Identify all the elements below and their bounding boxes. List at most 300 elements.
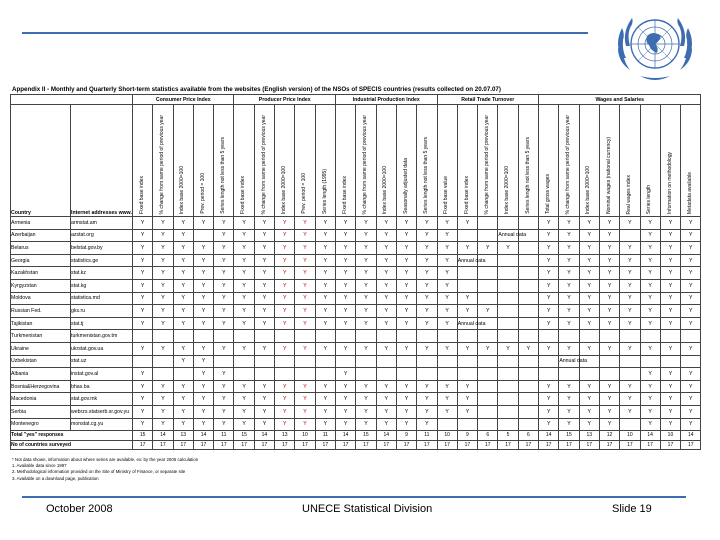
mark-cell <box>498 405 518 418</box>
mark-cell: Y <box>660 292 680 305</box>
mark-cell <box>315 368 335 381</box>
mark-cell: Y <box>275 317 295 330</box>
mark-cell: Y <box>356 393 376 406</box>
mark-cell: Y <box>376 292 396 305</box>
mark-cell: Y <box>559 380 579 393</box>
mark-cell: Y <box>275 267 295 280</box>
mark-cell: Y <box>376 242 396 255</box>
indicator-header <box>640 105 660 217</box>
mark-cell <box>681 330 701 343</box>
summary-value: 17 <box>457 440 477 450</box>
mark-cell: Y <box>214 380 234 393</box>
indicator-header-label: Total gross wages <box>544 173 551 214</box>
mark-cell: Y <box>214 317 234 330</box>
mark-cell: Y <box>234 305 254 318</box>
indicator-header-label: Fixed base index <box>341 176 348 214</box>
mark-cell: Y <box>620 380 640 393</box>
mark-cell <box>579 368 599 381</box>
indicator-header <box>193 105 213 217</box>
mark-cell: Y <box>559 217 579 230</box>
mark-cell <box>518 267 538 280</box>
url-column-header: Internet addresses www. <box>71 105 133 217</box>
mark-cell: Y <box>295 292 315 305</box>
mark-cell: Y <box>559 418 579 431</box>
mark-cell: Y <box>396 393 416 406</box>
indicator-header <box>295 105 315 217</box>
mark-cell <box>356 368 376 381</box>
mark-cell: Y <box>315 405 335 418</box>
table-row <box>11 317 701 330</box>
mark-cell: Y <box>457 380 477 393</box>
mark-cell: Y <box>275 229 295 242</box>
mark-cell: Y <box>437 342 457 355</box>
mark-cell: Y <box>437 305 457 318</box>
mark-cell <box>478 217 498 230</box>
indicator-header <box>254 105 274 217</box>
mark-cell: Y <box>437 380 457 393</box>
mark-cell: Y <box>640 254 660 267</box>
mark-cell: Y <box>457 292 477 305</box>
url-cell: stat.gov.mk <box>71 393 133 406</box>
table-row <box>11 368 701 381</box>
mark-cell: Y <box>254 242 274 255</box>
mark-cell: Y <box>295 267 315 280</box>
mark-cell: Y <box>335 405 355 418</box>
mark-cell: Y <box>681 305 701 318</box>
indicator-header <box>539 105 559 217</box>
indicator-header-label: Prev. period = 100 <box>199 173 206 214</box>
indicator-header <box>660 105 680 217</box>
mark-cell: Y <box>193 368 213 381</box>
mark-cell: Y <box>234 217 254 230</box>
mark-cell: Annual data <box>498 229 518 242</box>
mark-cell: Y <box>681 317 701 330</box>
mark-cell: Y <box>620 217 640 230</box>
mark-cell <box>498 418 518 431</box>
mark-cell <box>478 393 498 406</box>
mark-cell: Y <box>275 292 295 305</box>
mark-cell: Y <box>437 217 457 230</box>
mark-cell <box>620 418 640 431</box>
mark-cell: Y <box>254 380 274 393</box>
summary-value: 14 <box>193 431 213 441</box>
mark-cell: Y <box>539 393 559 406</box>
mark-cell: Y <box>376 305 396 318</box>
mark-cell <box>275 355 295 368</box>
summary-value: 11 <box>315 431 335 441</box>
mark-cell <box>518 317 538 330</box>
mark-cell: Y <box>681 279 701 292</box>
mark-cell: Y <box>275 305 295 318</box>
mark-cell: Y <box>254 418 274 431</box>
mark-cell: Y <box>173 342 193 355</box>
mark-cell: Y <box>599 267 619 280</box>
mark-cell: Y <box>173 267 193 280</box>
summary-value: 17 <box>660 440 680 450</box>
mark-cell <box>133 355 153 368</box>
mark-cell: Y <box>335 342 355 355</box>
mark-cell: Annual data <box>457 317 477 330</box>
summary-value: 14 <box>640 431 660 441</box>
mark-cell: Y <box>254 267 274 280</box>
mark-cell: Y <box>335 242 355 255</box>
mark-cell: Y <box>214 305 234 318</box>
note-line: 3. Available on a download page, publication <box>12 475 99 481</box>
country-cell: Serbia <box>11 405 71 418</box>
mark-cell <box>579 330 599 343</box>
mark-cell: Y <box>315 305 335 318</box>
mark-cell: Y <box>214 342 234 355</box>
group-header-retail-trade-turnover: Retail Trade Turnover <box>437 95 539 105</box>
mark-cell: Y <box>640 418 660 431</box>
mark-cell: Y <box>417 393 437 406</box>
mark-cell: Y <box>335 292 355 305</box>
mark-cell: Y <box>660 242 680 255</box>
mark-cell <box>478 380 498 393</box>
mark-cell: Y <box>234 393 254 406</box>
indicator-header-label: Index base 2000=100 <box>179 165 186 214</box>
mark-cell: Y <box>640 217 660 230</box>
mark-cell: Y <box>417 267 437 280</box>
mark-cell: Y <box>153 317 173 330</box>
table-row <box>11 292 701 305</box>
mark-cell: Y <box>396 217 416 230</box>
mark-cell: Y <box>275 217 295 230</box>
mark-cell: Y <box>356 279 376 292</box>
mark-cell: Y <box>295 254 315 267</box>
url-cell: statistica.md <box>71 292 133 305</box>
mark-cell: Y <box>315 292 335 305</box>
mark-cell <box>599 368 619 381</box>
mark-cell <box>457 267 477 280</box>
mark-cell: Y <box>539 317 559 330</box>
mark-cell <box>153 355 173 368</box>
mark-cell: Y <box>214 393 234 406</box>
mark-cell: Y <box>193 217 213 230</box>
mark-cell: Y <box>539 279 559 292</box>
mark-cell: Y <box>315 279 335 292</box>
mark-cell: Y <box>254 292 274 305</box>
mark-cell <box>518 254 538 267</box>
mark-cell <box>153 368 173 381</box>
mark-cell: Y <box>599 229 619 242</box>
mark-cell: Y <box>193 242 213 255</box>
summary-value: 10 <box>660 431 680 441</box>
mark-cell: Y <box>376 279 396 292</box>
mark-cell: Y <box>153 380 173 393</box>
mark-cell: Y <box>396 254 416 267</box>
country-cell: Ukraine <box>11 342 71 355</box>
summary-value: 17 <box>518 440 538 450</box>
mark-cell <box>518 393 538 406</box>
mark-cell: Y <box>539 242 559 255</box>
mark-cell: Y <box>173 355 193 368</box>
mark-cell <box>539 368 559 381</box>
mark-cell <box>620 355 640 368</box>
mark-cell: Y <box>599 217 619 230</box>
mark-cell: Y <box>539 229 559 242</box>
mark-cell: Y <box>315 267 335 280</box>
mark-cell: Y <box>478 342 498 355</box>
mark-cell: Y <box>376 217 396 230</box>
mark-cell: Y <box>599 418 619 431</box>
mark-cell: Y <box>396 267 416 280</box>
mark-cell: Y <box>193 342 213 355</box>
mark-cell: Y <box>295 317 315 330</box>
mark-cell: Y <box>275 418 295 431</box>
mark-cell: Y <box>133 242 153 255</box>
mark-cell: Y <box>153 217 173 230</box>
mark-cell <box>620 229 640 242</box>
mark-cell: Y <box>295 380 315 393</box>
mark-cell: Y <box>254 317 274 330</box>
mark-cell: Y <box>599 317 619 330</box>
mark-cell: Y <box>457 393 477 406</box>
mark-cell: Y <box>356 305 376 318</box>
mark-cell: Y <box>539 292 559 305</box>
mark-cell <box>457 368 477 381</box>
mark-cell: Y <box>133 342 153 355</box>
mark-cell <box>518 405 538 418</box>
mark-cell <box>478 267 498 280</box>
mark-cell: Y <box>539 267 559 280</box>
indicator-header <box>376 105 396 217</box>
mark-cell <box>457 330 477 343</box>
indicator-header <box>478 105 498 217</box>
indicator-header <box>437 105 457 217</box>
mark-cell: Y <box>335 217 355 230</box>
mark-cell: Y <box>193 405 213 418</box>
mark-cell <box>315 355 335 368</box>
indicator-header <box>498 105 518 217</box>
mark-cell <box>437 355 457 368</box>
mark-cell: Y <box>335 418 355 431</box>
indicator-header-label: Index base 2000=100 <box>280 165 287 214</box>
summary-row <box>11 440 701 450</box>
mark-cell: Y <box>396 305 416 318</box>
mark-cell: Y <box>681 342 701 355</box>
mark-cell: Y <box>579 342 599 355</box>
mark-cell: Y <box>498 242 518 255</box>
table-notes <box>12 457 198 482</box>
mark-cell <box>457 355 477 368</box>
mark-cell: Y <box>335 380 355 393</box>
mark-cell: Y <box>579 317 599 330</box>
indicator-header <box>335 105 355 217</box>
mark-cell <box>518 418 538 431</box>
mark-cell: Y <box>396 405 416 418</box>
mark-cell: Y <box>133 267 153 280</box>
mark-cell: Y <box>173 380 193 393</box>
country-cell: Azerbaijan <box>11 229 71 242</box>
mark-cell: Y <box>315 254 335 267</box>
summary-value: 17 <box>437 440 457 450</box>
mark-cell <box>559 368 579 381</box>
summary-value: 5 <box>498 431 518 441</box>
mark-cell: Y <box>417 405 437 418</box>
mark-cell: Y <box>173 217 193 230</box>
mark-cell <box>254 355 274 368</box>
mark-cell: Y <box>437 279 457 292</box>
summary-value: 14 <box>539 431 559 441</box>
mark-cell: Y <box>173 405 193 418</box>
mark-cell: Y <box>579 380 599 393</box>
indicator-header-label: Series length not less than 5 years <box>220 137 227 214</box>
mark-cell <box>457 279 477 292</box>
mark-cell: Y <box>153 242 173 255</box>
mark-cell <box>518 368 538 381</box>
summary-value: 12 <box>599 431 619 441</box>
mark-cell: Y <box>539 217 559 230</box>
summary-value: 6 <box>518 431 538 441</box>
group-header-producer-price-index: Producer Price Index <box>234 95 336 105</box>
summary-value: 13 <box>579 431 599 441</box>
summary-value: 17 <box>417 440 437 450</box>
mark-cell: Y <box>660 317 680 330</box>
mark-cell: Y <box>417 305 437 318</box>
indicator-header <box>559 105 579 217</box>
mark-cell: Y <box>681 254 701 267</box>
mark-cell: Y <box>356 242 376 255</box>
mark-cell: Y <box>396 418 416 431</box>
header-rule <box>22 32 588 34</box>
mark-cell: Y <box>579 418 599 431</box>
mark-cell: Y <box>417 229 437 242</box>
mark-cell <box>356 355 376 368</box>
mark-cell <box>518 330 538 343</box>
mark-cell: Y <box>579 254 599 267</box>
mark-cell: Y <box>660 368 680 381</box>
mark-cell: Y <box>254 279 274 292</box>
mark-cell: Y <box>599 393 619 406</box>
mark-cell <box>417 355 437 368</box>
mark-cell: Y <box>173 305 193 318</box>
mark-cell <box>437 418 457 431</box>
mark-cell: Y <box>539 418 559 431</box>
table-row <box>11 405 701 418</box>
mark-cell: Y <box>660 393 680 406</box>
group-header-industrial-production-index: Industrial Production Index <box>335 95 437 105</box>
table-row <box>11 355 701 368</box>
mark-cell <box>234 330 254 343</box>
mark-cell: Y <box>620 279 640 292</box>
summary-value: 17 <box>173 440 193 450</box>
mark-cell: Y <box>153 267 173 280</box>
summary-value: 17 <box>193 440 213 450</box>
indicator-header-label: Index base 2000=100 <box>382 165 389 214</box>
mark-cell: Y <box>335 229 355 242</box>
country-column-header: Country <box>11 105 71 217</box>
summary-value: 14 <box>153 431 173 441</box>
mark-cell: Y <box>214 368 234 381</box>
summary-value: 15 <box>559 431 579 441</box>
mark-cell: Y <box>559 405 579 418</box>
mark-cell: Y <box>396 380 416 393</box>
mark-cell <box>478 292 498 305</box>
mark-cell: Y <box>559 292 579 305</box>
mark-cell <box>417 330 437 343</box>
mark-cell: Y <box>620 292 640 305</box>
indicator-header-label: Fixed base index <box>240 176 247 214</box>
indicator-header-label: Series length not less than 5 years <box>423 137 430 214</box>
mark-cell: Y <box>193 393 213 406</box>
mark-cell: Y <box>660 405 680 418</box>
summary-value: 13 <box>275 431 295 441</box>
table-row <box>11 380 701 393</box>
summary-value: 17 <box>559 440 579 450</box>
indicator-header <box>396 105 416 217</box>
mark-cell: Y <box>356 405 376 418</box>
indicator-header-label: Fixed base value <box>443 176 450 214</box>
footer-slide-number: Slide 19 <box>612 503 652 515</box>
mark-cell: Y <box>559 242 579 255</box>
mark-cell: Y <box>133 317 153 330</box>
mark-cell: Y <box>559 279 579 292</box>
mark-cell <box>396 368 416 381</box>
indicator-header <box>457 105 477 217</box>
summary-value: 14 <box>376 431 396 441</box>
mark-cell <box>640 355 660 368</box>
mark-cell: Y <box>315 380 335 393</box>
mark-cell <box>295 330 315 343</box>
mark-cell <box>478 330 498 343</box>
url-cell: turkmenistan.gov.tm <box>71 330 133 343</box>
mark-cell: Y <box>214 217 234 230</box>
mark-cell: Y <box>620 254 640 267</box>
mark-cell: Y <box>640 342 660 355</box>
mark-cell: Y <box>599 292 619 305</box>
mark-cell <box>478 368 498 381</box>
mark-cell <box>173 368 193 381</box>
mark-cell: Y <box>234 380 254 393</box>
summary-label: No of countries surveyed <box>11 440 133 450</box>
mark-cell: Y <box>559 267 579 280</box>
summary-value: 17 <box>396 440 416 450</box>
mark-cell: Y <box>173 279 193 292</box>
table-row <box>11 393 701 406</box>
group-header-blank <box>11 95 133 105</box>
mark-cell: Y <box>620 267 640 280</box>
country-cell: Turkmenistan <box>11 330 71 343</box>
indicator-header <box>681 105 701 217</box>
table-row <box>11 279 701 292</box>
mark-cell: Y <box>620 342 640 355</box>
mark-cell: Y <box>599 405 619 418</box>
summary-value: 11 <box>417 431 437 441</box>
mark-cell: Y <box>275 393 295 406</box>
indicator-header-label: Series length (1995) <box>321 168 328 214</box>
summary-value: 17 <box>214 440 234 450</box>
mark-cell: Y <box>153 418 173 431</box>
mark-cell: Y <box>254 305 274 318</box>
mark-cell: Y <box>417 242 437 255</box>
mark-cell: Y <box>599 242 619 255</box>
mark-cell: Y <box>640 393 660 406</box>
table-row <box>11 242 701 255</box>
country-cell: Belarus <box>11 242 71 255</box>
url-cell: belstat.gov.by <box>71 242 133 255</box>
indicator-header <box>579 105 599 217</box>
mark-cell: Y <box>376 380 396 393</box>
group-header-wages-and-salaries: Wages and Salaries <box>539 95 701 105</box>
mark-cell: Y <box>559 254 579 267</box>
mark-cell: Y <box>376 229 396 242</box>
mark-cell: Y <box>153 229 173 242</box>
mark-cell <box>518 355 538 368</box>
mark-cell: Y <box>335 368 355 381</box>
mark-cell: Y <box>295 342 315 355</box>
summary-value: 9 <box>396 431 416 441</box>
